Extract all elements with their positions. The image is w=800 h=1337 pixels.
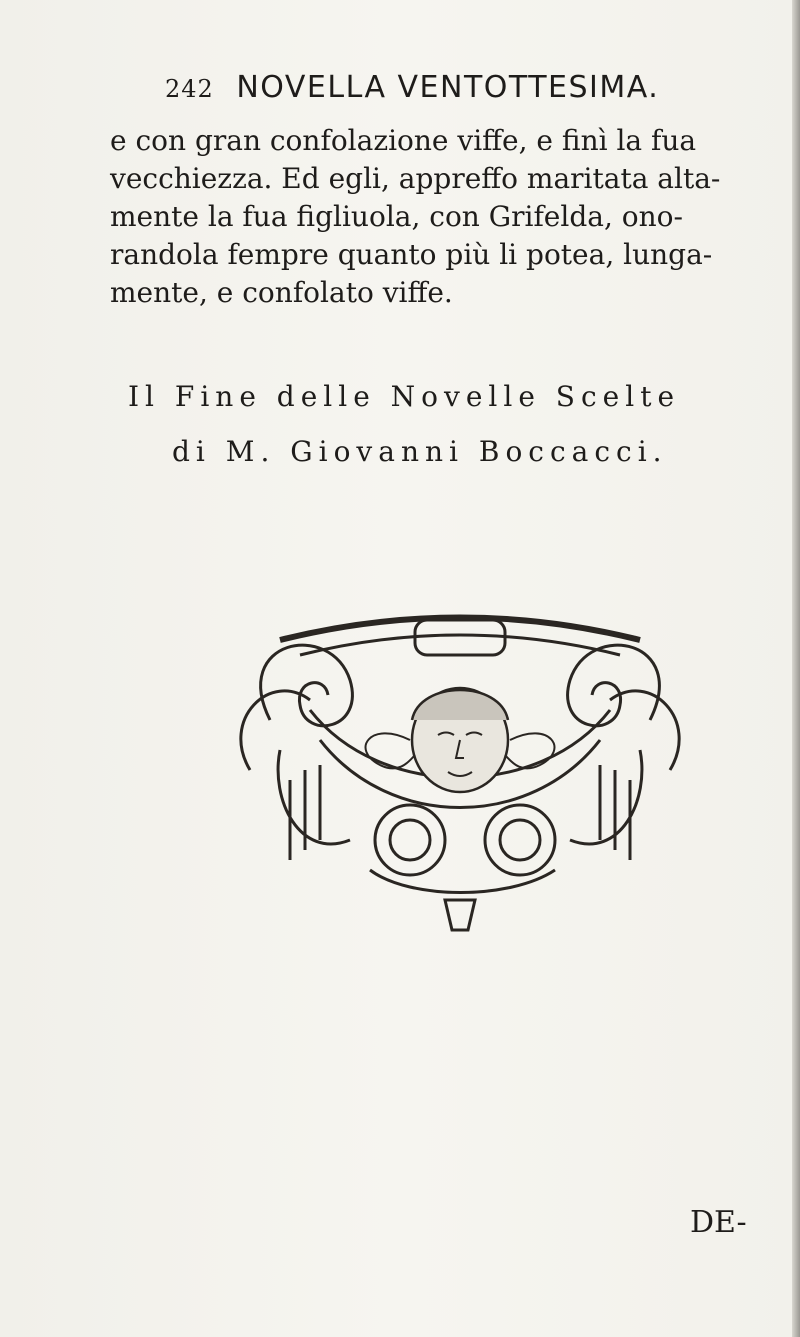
cherub-head-scrollwork-ornament-icon	[210, 600, 710, 950]
body-line: mente, e confolato viffe.	[110, 276, 453, 309]
running-head	[165, 70, 765, 105]
page-edge	[792, 0, 800, 1337]
body-line: mente la fua figliuola, con Grifelda, ono-	[110, 200, 683, 233]
catchword: DE-	[690, 1205, 747, 1240]
running-title: NOVELLA VENTOTTESIMA.	[236, 70, 660, 105]
colophon-line-1: Il Fine delle Novelle Scelte	[128, 380, 681, 413]
colophon-line-2: di M. Giovanni Boccacci.	[172, 435, 668, 468]
page-number: 242	[165, 75, 214, 103]
body-text	[110, 122, 790, 312]
body-line: randola fempre quanto più li potea, lunga-	[110, 238, 713, 271]
body-line: vecchiezza. Ed egli, appreffo maritata alta-	[110, 162, 721, 195]
body-line: e con gran confolazione viffe, e finì la fua	[110, 124, 697, 157]
